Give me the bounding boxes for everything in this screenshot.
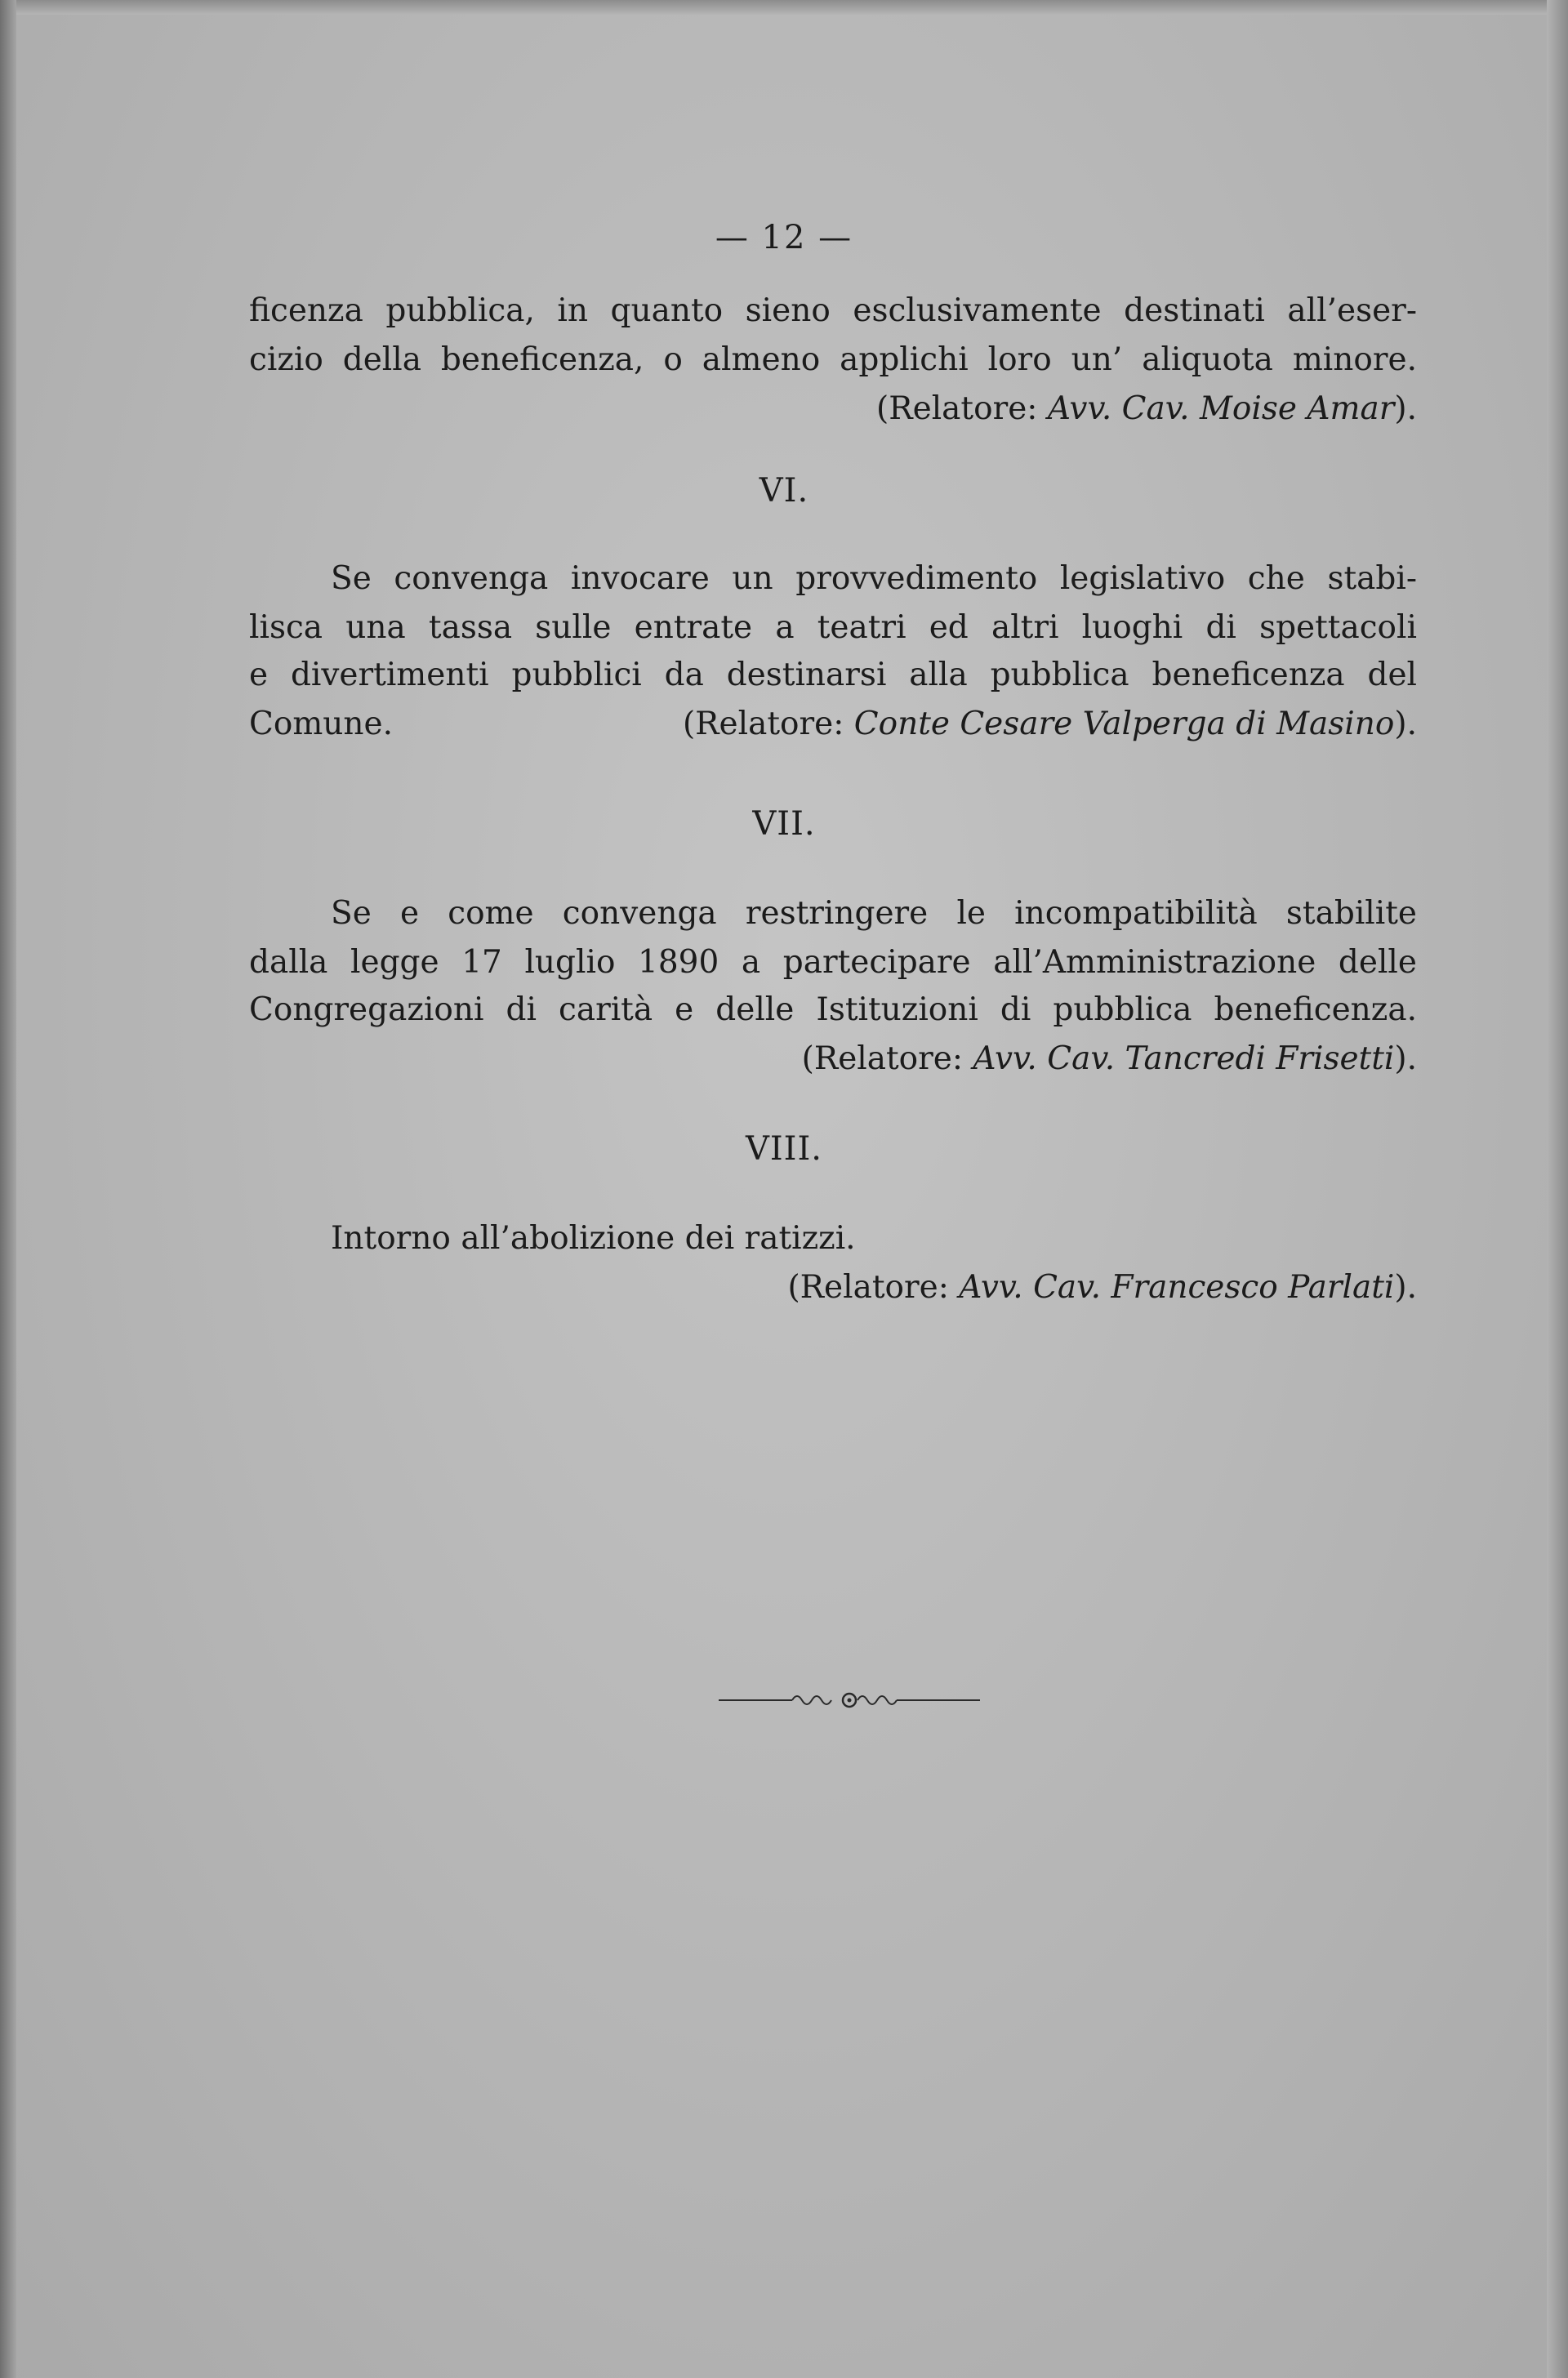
page-top-edge	[0, 0, 1568, 15]
relatore-suffix: ).	[1394, 1040, 1417, 1077]
section-vi-line-4	[249, 701, 1417, 748]
section-vii-line-2: dalla legge 17 luglio 1890 a partecipare all’Amministrazione delle	[249, 944, 1417, 981]
relatore-prefix: (Relatore:	[801, 1040, 973, 1077]
relatore-name: Francesco Parlati	[1111, 1269, 1395, 1306]
section-vii-line-3: Congregazioni di carità e delle Istituzioni di pubblica beneficenza.	[249, 991, 1417, 1028]
relatore-suffix: ).	[1394, 706, 1417, 742]
page-right-edge	[1547, 0, 1568, 2378]
section-v-line-2: cizio della beneficenza, o almeno applichi loro un’ aliquota minore.	[249, 341, 1417, 378]
section-vii-heading: VII.	[752, 805, 816, 843]
section-v-line-1: ficenza pubblica, in quanto sieno esclusivamente destinati all’eser-	[249, 292, 1417, 329]
relatore-prefix: (Relatore:	[876, 390, 1048, 427]
section-vi-line-2: lisca una tassa sulle entrate a teatri ed altri luoghi di spettacoli	[249, 609, 1417, 646]
section-vii-line-1: Se e come convenga restringere le incompatibilità stabilite	[331, 895, 1417, 932]
page-left-edge	[0, 0, 16, 2378]
section-vi-line-3: e divertimenti pubblici da destinarsi alla pubblica beneficenza del	[249, 657, 1417, 693]
relatore-title: Avv. Cav.	[973, 1040, 1116, 1077]
relatore-name: Moise Amar	[1199, 390, 1395, 427]
relatore-title: Avv. Cav.	[1047, 390, 1190, 427]
section-v-relatore	[249, 385, 1417, 433]
section-vi-line-1: Se convenga invocare un provvedimento legislativo che stabi-	[331, 560, 1417, 597]
section-viii-line-1: Intorno all’abolizione dei ratizzi.	[331, 1220, 856, 1257]
relatore-prefix: (Relatore:	[682, 706, 854, 742]
section-vi-relatore	[683, 701, 1417, 748]
section-vi-heading: VI.	[759, 472, 809, 510]
section-viii-heading: VIII.	[745, 1130, 822, 1168]
relatore-suffix: ).	[1394, 1269, 1417, 1306]
section-vii-relatore	[249, 1035, 1417, 1083]
page-number: — 12 —	[715, 219, 853, 256]
relatore-title: Avv. Cav.	[959, 1269, 1101, 1306]
section-vi-line-4-start: Comune.	[249, 706, 394, 742]
relatore-prefix: (Relatore:	[787, 1269, 960, 1306]
relatore-suffix: ).	[1394, 390, 1417, 427]
ornament-divider-icon	[719, 1684, 980, 1717]
relatore-name: Tancredi Frisetti	[1125, 1040, 1395, 1077]
relatore-name: Conte Cesare Valperga di Masino	[853, 706, 1395, 742]
section-viii-relatore	[249, 1264, 1417, 1311]
